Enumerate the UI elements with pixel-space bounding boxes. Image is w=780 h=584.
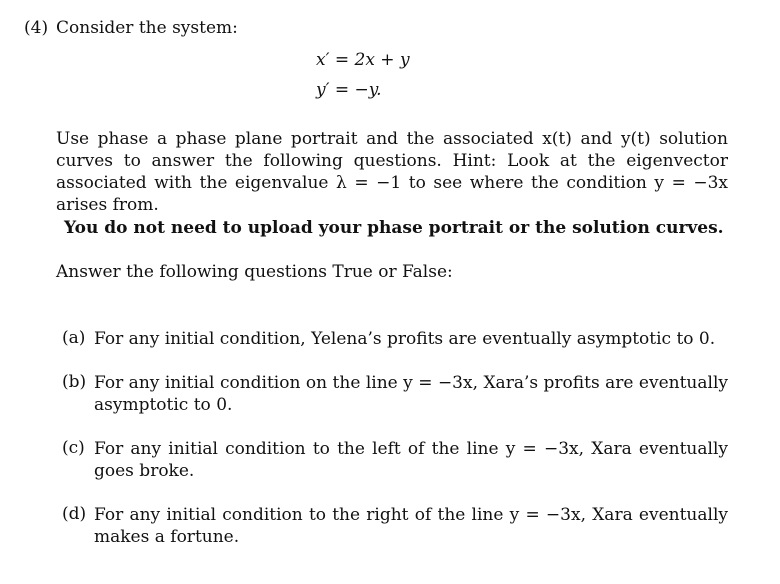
question-text: For any initial condition, Yelena’s profits are eventually asymptotic to 0. bbox=[94, 329, 716, 349]
question-text: For any initial condition on the line y = −3x, Xara’s profits are eventually asymptotic to 0. bbox=[94, 373, 728, 415]
question-label: (d) bbox=[62, 504, 87, 524]
question-label: (b) bbox=[62, 372, 87, 392]
equation-1: x′ = 2x + y bbox=[316, 50, 410, 70]
question-label: (a) bbox=[62, 328, 86, 348]
problem-number: (4) bbox=[24, 18, 49, 38]
equation-2: y′ = −y. bbox=[316, 80, 382, 100]
problem-intro: Consider the system: bbox=[56, 18, 238, 38]
question-text: For any initial condition to the right of the line y = −3x, Xara eventually makes a fortune. bbox=[94, 505, 728, 547]
question-text: For any initial condition to the left of the line y = −3x, Xara eventually goes broke. bbox=[94, 439, 728, 481]
question-label: (c) bbox=[62, 438, 85, 458]
upload-note: You do not need to upload your phase portrait or the solution curves. bbox=[64, 218, 724, 238]
instructions-paragraph: Use phase a phase plane portrait and the associated x(t) and y(t) solution curves to answer the following questions. Hint: Look at the eigenvector associated with the eigenvalue λ = −1 to see where the condition y = −3x arises from. bbox=[56, 129, 728, 215]
answer-prompt: Answer the following questions True or False: bbox=[56, 262, 453, 282]
